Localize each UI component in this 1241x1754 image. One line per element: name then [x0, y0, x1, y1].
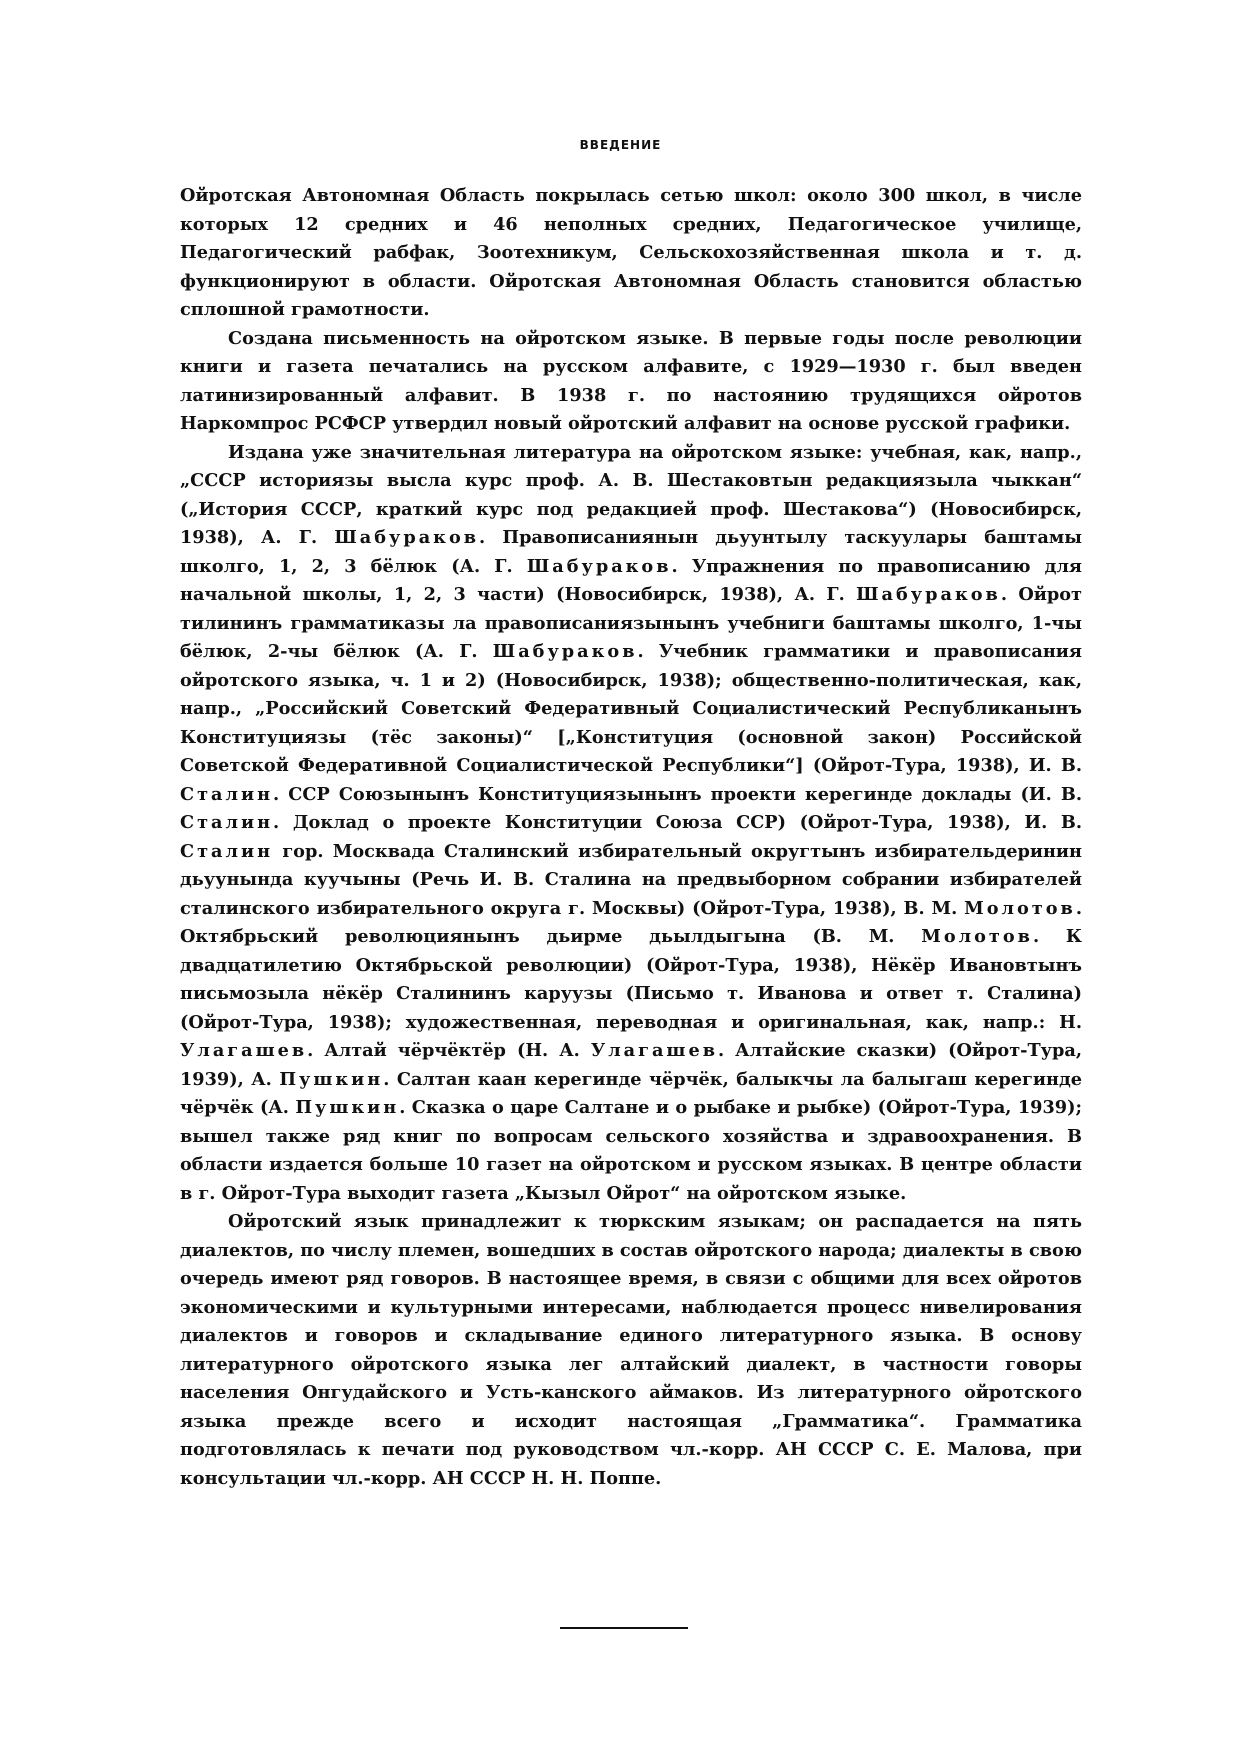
- author-name: Молотов: [921, 926, 1033, 947]
- text-segment: . Упражнения по правописанию для начальной школы, 1, 2, 3 части) (Новосибирск, 1938), А. Г.: [180, 555, 1082, 605]
- text-segment: . Ойрот тилининъ грамматиказы ла правописаниязынынъ учебниги баштамы школго, 1-чы бёлюк, 2-чы бёлюк (А. Г.: [180, 584, 1083, 662]
- author-name: Сталин: [180, 783, 274, 805]
- author-name: Пушкин: [279, 1068, 384, 1090]
- text-segment: . Сказка о царе Салтане и о рыбаке и рыбке) (Ойрот-Тура, 1939); вышел также ряд книг по вопросам сельского хозяйства и здравоохранения. В области издается больше 10 газет на ойротском и русском языках. В центре области в г. Ойрот-Тура выходит газета „Кызыл Ойрот“ на ойротском языке.: [180, 1097, 1082, 1204]
- paragraph-schools: Ойротская Автономная Область покрылась сетью школ: около 300 школ, в числе которых 12 средних и 46 неполных средних, Педагогическое училище, Педагогический рабфак, Зоотехникум, Сельскохозяйственная школа и т. д. функционируют в области. Ойротская Автономная Область становится областью сплошной грамотности.: [180, 185, 1082, 320]
- text-segment: . Учебник грамматики и правописания ойротского языка, ч. 1 и 2) (Новосибирск, 1938); общественно-политическая, как, напр., „Российский Советский Федеративный Социалистический Республиканынъ Конституциязы (тёс законы)“ [„Конституция (основной закон) Российской Советской Федеративной Социалистической Республики“] (Ойрот-Тура, 1938), И. В.: [180, 641, 1082, 776]
- text-segment: гор. Москвада Сталинский избирательный округтынъ избирательдеринин дьуунында куучыны (Речь И. В. Сталина на предвыборном собрании избирателей сталинского избирательного округа г. Москвы) (Ойрот-Тура, 1938), В. М.: [180, 840, 1082, 919]
- author-name: Пушкин: [295, 1097, 400, 1118]
- text-segment: . Октябрьский революциянынъ дьирме дьылдыгына (В. М.: [180, 897, 1082, 947]
- author-name: Шабураков: [856, 584, 1001, 605]
- text-segment: . К двадцатилетию Октябрьской революции) (Ойрот-Тура, 1938), Нёкёр Ивановтынъ письмозыла нёкёр Сталининъ каруузы (Письмо т. Иванова и ответ т. Сталина) (Ойрот-Тура, 1938); художественная, переводная и оригинальная, как, напр.: Н.: [180, 926, 1083, 1033]
- text-segment: . Салтан каан керегинде чёрчёк, балыкчы ла балыгаш керегинде чёрчёк (А.: [180, 1068, 1082, 1118]
- paragraph-language-dialects: Ойротский язык принадлежит к тюркским языкам; он распадается на пять диалектов, по числу племен, вошедших в состав ойротского народа; диалекты в свою очередь имеют ряд говоров. В настоящее время, в связи с общими для всех ойротов экономическими и культурными интересами, наблюдается процесс нивелирования диалектов и говоров и складывание единого литературного языка. В основу литературного ойротского языка лег алтайский диалект, в частности говоры населения Онгудайского и Усть-канского аймаков. Из литературного ойротского языка прежде всего и исходит настоящая „Грамматика“. Грамматика подготовлялась к печати под руководством чл.-корр. АН СССР С. Е. Малова, при консультации чл.-корр. АН СССР Н. Н. Поппе.: [180, 1211, 1082, 1489]
- author-name: Сталин: [180, 840, 274, 862]
- author-name: Шабураков: [492, 641, 638, 662]
- author-name: Шабураков: [526, 555, 672, 577]
- text-segment: Издана уже значительная литература на ойротском языке: учебная, как, напр., „СССР историязы высла курс проф. А. В. Шестаковтын редакциязыла чыккан“ („История СССР, краткий курс под редакцией проф. Шестакова“) (Новосибирск, 1938), А. Г.: [180, 441, 1082, 548]
- end-rule-divider: [560, 1627, 688, 1629]
- paragraph-literature: [180, 439, 1082, 1209]
- text-segment: . ССР Союзынынъ Конституциязынынъ проекти керегинде доклады (И. В.: [273, 783, 1082, 805]
- author-name: Улагашев: [590, 1040, 718, 1061]
- text-segment: . Правописаниянын дьуунтылу таскуулары баштамы школго, 1, 2, 3 бёлюк (А. Г.: [180, 527, 1082, 577]
- text-segment: . Алтай чёрчёктёр (Н. А.: [307, 1040, 591, 1061]
- body-text: [180, 182, 1082, 1493]
- author-name: Улагашев: [180, 1040, 308, 1061]
- author-name: Молотов: [964, 897, 1076, 919]
- author-name: Сталин: [180, 812, 274, 833]
- running-head: ВВЕДЕНИЕ: [579, 138, 662, 152]
- author-name: Шабураков: [334, 527, 480, 548]
- text-segment: . Доклад о проекте Конституции Союза ССР) (Ойрот-Тура, 1938), И. В.: [273, 812, 1082, 833]
- paragraph-writing-system: Создана письменность на ойротском языке. В первые годы после революции книги и газета печатались на русском алфавите, с 1929—1930 г. был введен латинизированный алфавит. В 1938 г. по настоянию трудящихся ойротов Наркомпрос РСФСР утвердил новый ойротский алфавит на основе русской графики.: [180, 327, 1082, 434]
- text-segment: . Алтайские сказки) (Ойрот-Тура, 1939), А.: [180, 1040, 1082, 1090]
